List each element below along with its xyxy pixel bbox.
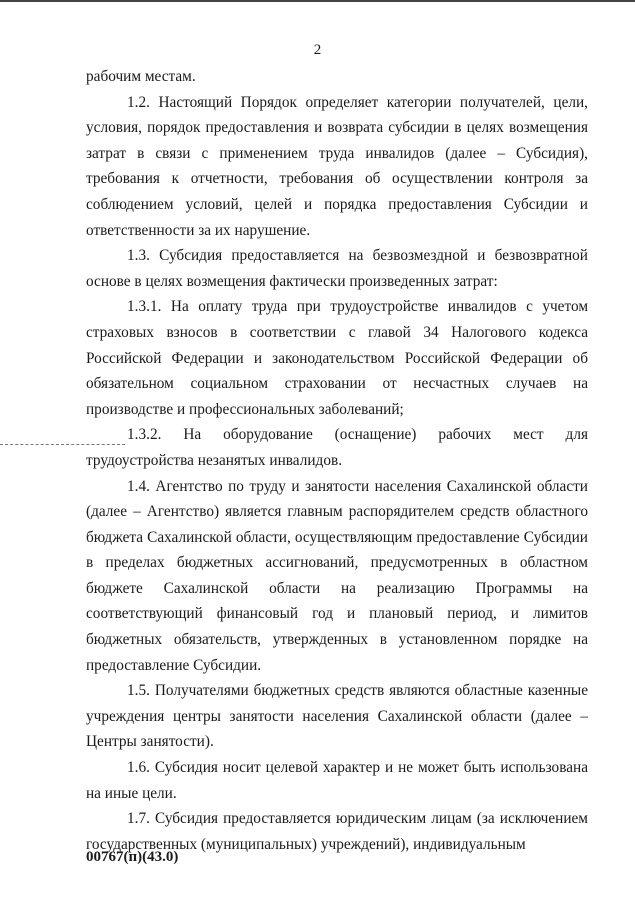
paragraph-continuation: рабочим местам. (86, 68, 196, 85)
document-code: 00767(п)(43.0) (86, 849, 179, 865)
page-number: 2 (313, 42, 322, 58)
document-body (86, 64, 588, 857)
paragraph-1-7: 1.7. Субсидия предоставляется юридическим лицам (за исключением государственных (муниципальных) учреждений), индивидуальным (86, 810, 588, 853)
top-border-line (0, 0, 635, 2)
paragraph-1-3: 1.3. Субсидия предоставляется на безвозмездной и безвозвратной основе в целях возмещения фактически произведенных затрат: (86, 247, 588, 290)
paragraph-1-2: 1.2. Настоящий Порядок определяет категории получателей, цели, условия, порядок предоставления и возврата субсидии в целях возмещения затрат в связи с применением труда инвалидов (далее – Субсидия), требования к отчетности, требования об осуществлении контроля за соблюдением условий, целей и порядка предоставления Субсидии и ответственности за их нарушение. (86, 93, 588, 239)
paragraph-1-4: 1.4. Агентство по труду и занятости населения Сахалинской области (далее – Агентство) является главным распорядителем средств областного бюджета Сахалинской области, осуществляющим предоставление Субсидии в пределах бюджетных ассигнований, предусмотренных в областном бюджете Сахалинской области на реализацию Программы на соответствующий финансовый год и плановый период, и лимитов бюджетных обязательств, утвержденных в установленном порядке на предоставление Субсидии. (86, 477, 588, 674)
paragraph-1-3-2: 1.3.2. На оборудование (оснащение) рабочих мест для трудоустройства незанятых инвалидов. (86, 426, 588, 469)
paragraph-1-5: 1.5. Получателями бюджетных средств являются областные казенные учреждения центры занятости населения Сахалинской области (далее – Центры занятости). (86, 682, 588, 751)
paragraph-1-6: 1.6. Субсидия носит целевой характер и не может быть использована на иные цели. (86, 759, 588, 802)
margin-dashed-line (0, 444, 125, 446)
paragraph-1-3-1: 1.3.1. На оплату труда при трудоустройстве инвалидов с учетом страховых взносов в соответствии с главой 34 Налогового кодекса Российской Федерации и законодательством Российской Федерации об обязательном социальном страховании от несчастных случаев на производстве и профессиональных заболеваний; (86, 298, 588, 418)
